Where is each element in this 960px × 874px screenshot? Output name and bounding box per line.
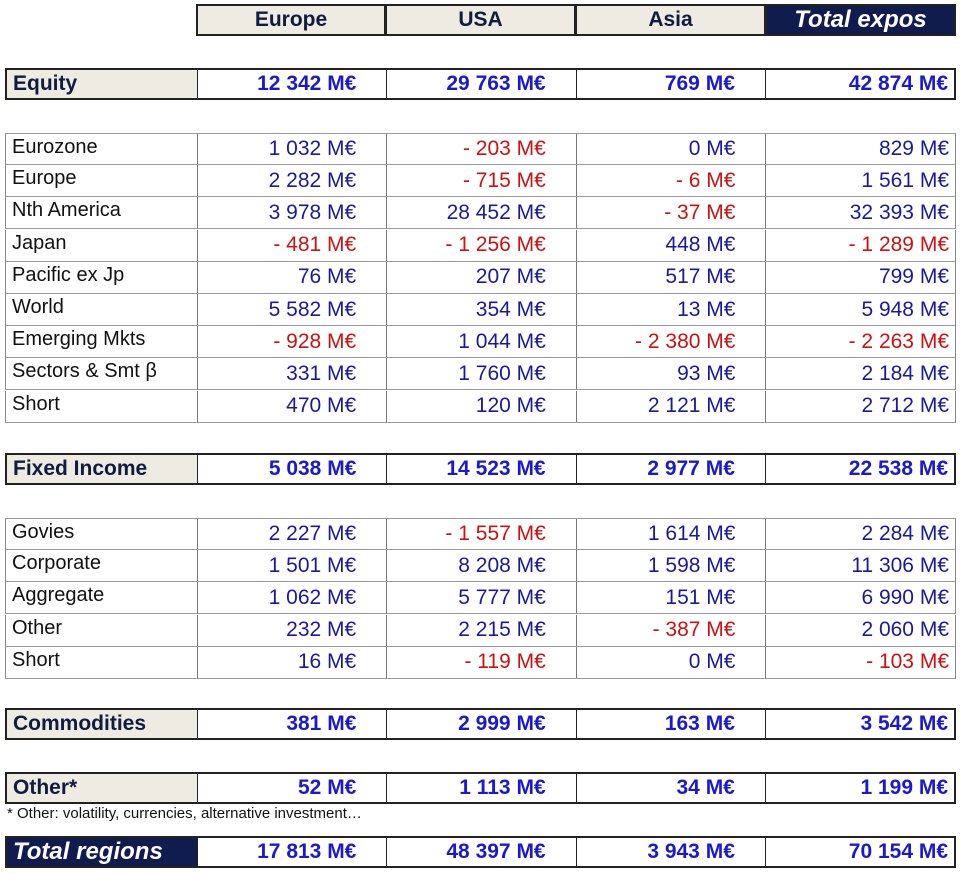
table-row	[5, 165, 956, 197]
value-asia: 93 M€	[576, 358, 766, 389]
value-total: 2 184 M€	[765, 358, 955, 389]
value-europe: 1 501 M€	[197, 550, 387, 581]
value-usa: 207 M€	[386, 262, 576, 293]
commodities-total-row	[5, 708, 956, 740]
value-europe: 12 342 M€	[197, 70, 386, 98]
header-europe: Europe	[196, 4, 386, 36]
value-asia: 448 M€	[576, 230, 766, 261]
value-europe: 470 M€	[197, 391, 387, 422]
row-label: Europe	[12, 167, 77, 190]
table-row	[5, 262, 956, 294]
row-label: Short	[12, 648, 60, 671]
table-row	[5, 326, 956, 358]
value-asia: 34 M€	[576, 774, 765, 802]
value-total: 42 874 M€	[765, 70, 954, 98]
value-europe: 1 062 M€	[197, 582, 387, 613]
row-label: Corporate	[12, 552, 101, 575]
value-asia: 163 M€	[576, 710, 765, 738]
value-europe: 16 M€	[197, 647, 387, 678]
value-usa: 1 760 M€	[386, 358, 576, 389]
value-europe: 381 M€	[197, 710, 386, 738]
value-usa: 48 397 M€	[386, 838, 575, 866]
value-europe: - 481 M€	[197, 230, 387, 261]
value-usa: 1 113 M€	[386, 774, 575, 802]
value-total: 2 060 M€	[765, 615, 955, 646]
value-asia: 3 943 M€	[576, 838, 765, 866]
row-label: Japan	[12, 231, 67, 254]
table-row	[5, 230, 956, 262]
table-row	[5, 582, 956, 614]
value-usa: - 119 M€	[386, 647, 576, 678]
total-regions-row	[5, 836, 956, 868]
row-label: World	[12, 296, 64, 318]
row-label: Fixed Income	[7, 455, 197, 483]
value-usa: 5 777 M€	[386, 582, 576, 613]
value-europe: 331 M€	[197, 358, 387, 389]
value-total: 3 542 M€	[765, 710, 954, 738]
value-total: - 2 263 M€	[765, 326, 955, 357]
value-usa: 8 208 M€	[386, 550, 576, 581]
value-asia: 13 M€	[576, 294, 766, 325]
value-asia: 769 M€	[576, 70, 765, 98]
value-asia: - 6 M€	[576, 165, 766, 196]
row-label: Aggregate	[12, 584, 105, 607]
value-total: 2 712 M€	[765, 391, 955, 422]
table-row	[5, 197, 956, 229]
value-total: 11 306 M€	[765, 550, 955, 581]
other-total-row	[5, 772, 956, 804]
row-label: Sectors & Smt β	[12, 360, 157, 383]
row-label: Commodities	[7, 710, 197, 738]
table-row	[5, 518, 956, 550]
row-label: Equity	[7, 70, 197, 98]
value-usa: 354 M€	[386, 294, 576, 325]
table-row	[5, 550, 956, 582]
value-usa: - 203 M€	[386, 134, 576, 164]
value-total: 22 538 M€	[765, 455, 954, 483]
row-label: Pacific ex Jp	[12, 263, 125, 286]
value-asia: - 2 380 M€	[576, 326, 766, 357]
value-asia: 1 614 M€	[576, 519, 766, 549]
value-total: 1 561 M€	[765, 165, 955, 196]
value-usa: 29 763 M€	[386, 70, 575, 98]
value-asia: 0 M€	[576, 134, 766, 164]
value-total: 70 154 M€	[765, 838, 954, 866]
value-total: 32 393 M€	[765, 197, 955, 228]
header-asia: Asia	[576, 4, 766, 36]
column-header-row	[5, 4, 956, 36]
value-usa: 14 523 M€	[386, 455, 575, 483]
value-europe: 2 282 M€	[197, 165, 387, 196]
table-row	[5, 647, 956, 679]
value-usa: 1 044 M€	[386, 326, 576, 357]
row-label: Emerging Mkts	[12, 328, 146, 351]
row-label: Other*	[7, 774, 197, 802]
row-label: Total regions	[7, 838, 197, 866]
header-usa: USA	[386, 4, 576, 36]
value-usa: 28 452 M€	[386, 197, 576, 228]
value-asia: 2 121 M€	[576, 391, 766, 422]
table-row	[5, 615, 956, 647]
value-usa: - 1 256 M€	[386, 230, 576, 261]
value-total: 5 948 M€	[765, 294, 955, 325]
value-europe: - 928 M€	[197, 326, 387, 357]
header-total-expos: Total expos	[766, 4, 956, 36]
table-row	[5, 294, 956, 326]
value-total: 799 M€	[765, 262, 955, 293]
table-row	[5, 133, 956, 165]
value-total: 2 284 M€	[765, 519, 955, 549]
value-europe: 3 978 M€	[197, 197, 387, 228]
value-total: - 1 289 M€	[765, 230, 955, 261]
value-asia: - 37 M€	[576, 197, 766, 228]
value-europe: 5 038 M€	[197, 455, 386, 483]
table-row	[5, 358, 956, 390]
value-usa: 2 999 M€	[386, 710, 575, 738]
value-asia: 517 M€	[576, 262, 766, 293]
value-usa: - 715 M€	[386, 165, 576, 196]
table-row	[5, 391, 956, 423]
header-blank	[5, 4, 196, 36]
value-total: 1 199 M€	[765, 774, 954, 802]
value-usa: - 1 557 M€	[386, 519, 576, 549]
value-europe: 5 582 M€	[197, 294, 387, 325]
value-usa: 2 215 M€	[386, 615, 576, 646]
row-label: Other	[12, 616, 63, 639]
equity-total-row	[5, 68, 956, 100]
row-label: Govies	[12, 521, 75, 543]
value-total: 829 M€	[765, 134, 955, 164]
value-total: - 103 M€	[765, 647, 955, 678]
value-europe: 232 M€	[197, 615, 387, 646]
value-europe: 76 M€	[197, 262, 387, 293]
value-asia: 1 598 M€	[576, 550, 766, 581]
footnote: * Other: volatility, currencies, alternative investment…	[7, 805, 362, 822]
value-asia: 0 M€	[576, 647, 766, 678]
value-asia: 151 M€	[576, 582, 766, 613]
value-asia: - 387 M€	[576, 615, 766, 646]
value-europe: 17 813 M€	[197, 838, 386, 866]
row-label: Short	[12, 392, 60, 415]
value-asia: 2 977 M€	[576, 455, 765, 483]
row-label: Eurozone	[12, 136, 98, 158]
value-europe: 2 227 M€	[197, 519, 387, 549]
value-usa: 120 M€	[386, 391, 576, 422]
value-europe: 1 032 M€	[197, 134, 387, 164]
row-label: Nth America	[12, 199, 121, 222]
fixed-income-total-row	[5, 453, 956, 485]
value-total: 6 990 M€	[765, 582, 955, 613]
value-europe: 52 M€	[197, 774, 386, 802]
